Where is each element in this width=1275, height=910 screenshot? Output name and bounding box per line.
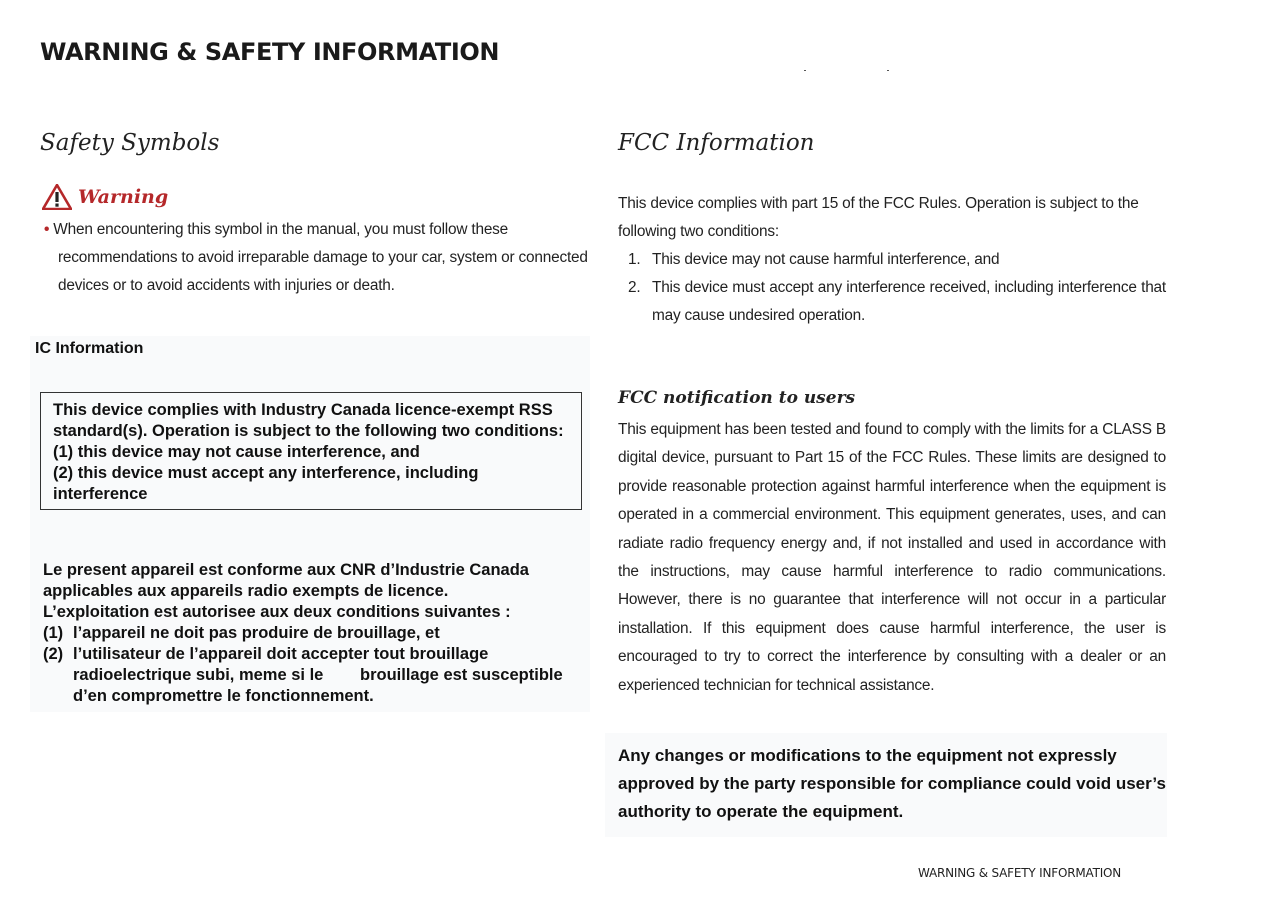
fcc-notification-body: This equipment has been tested and found to comply with the limits for a CLASS B digital device, pursuant to Part 15 of the FCC Rules. These limits are designed to provide reasonable protection against harmful interference when the equipment is operated in a commercial environment. This equipment generates, uses, and can radiate radio frequency energy and, if not installed and used in accordance with the instructions, may cause harmful interference to radio communications. However, there is no guarantee that interference will not occur in a particular installation. If this equipment does cause harmful interference, the user is encouraged to try to correct the interference by consulting with a dealer or an experienced technician for technical assistance. <box>618 421 1166 694</box>
stray-mark <box>804 70 806 71</box>
ic-box-intro: This device complies with Industry Canada licence-exempt RSS standard(s). Operation is subject to the following two conditions: <box>53 401 564 440</box>
ic-english-box <box>40 392 582 510</box>
page-footer: WARNING & SAFETY INFORMATION <box>918 866 1122 880</box>
fcc-information-body <box>618 190 1166 330</box>
warning-bullet <box>44 216 603 300</box>
warning-triangle-icon <box>42 184 72 210</box>
ic-box-item: (1) this device may not cause interference, and <box>53 443 420 461</box>
ic-box-item: (2) this device must accept any interference, including interference <box>53 464 479 503</box>
fcc-information-title: FCC Information <box>618 130 815 156</box>
ic-french-item: (2) l’utilisateur de l’appareil doit accepter tout brouillage radioelectrique subi, meme si le brouillage est susceptible d’en compromettre le fonctionnement. <box>43 645 568 705</box>
ic-french-intro: Le present appareil est conforme aux CNR d’Industrie Canada applicables aux appareils radio exempts de licence. <box>43 561 529 600</box>
list-item: 2. This device must accept any interference received, including interference that may cause undesired operation. <box>628 279 1166 324</box>
ic-french-conditions: L’exploitation est autorisee aux deux conditions suivantes : <box>43 603 511 621</box>
fcc-modification-notice: Any changes or modifications to the equipment not expressly approved by the party responsible for compliance could void user’s authority to operate the equipment. <box>618 746 1166 821</box>
safety-symbols-title: Safety Symbols <box>40 130 220 156</box>
stray-mark <box>887 70 889 71</box>
warning-label: Warning <box>78 186 169 208</box>
fcc-notification-title: FCC notification to users <box>618 388 856 408</box>
list-item: 1. This device may not cause harmful interference, and <box>628 251 1000 268</box>
ic-information-title: IC Information <box>35 340 144 357</box>
page-title: WARNING & SAFETY INFORMATION <box>40 38 500 66</box>
ic-french-block <box>43 560 588 707</box>
fcc-conditions-list <box>618 246 1166 330</box>
ic-french-item: (1) l’appareil ne doit pas produire de brouillage, et <box>43 624 440 642</box>
warning-bullet-text: When encountering this symbol in the manual, you must follow these recommendations to avoid irreparable damage to your car, system or connected devices or to avoid accidents with injuries or death. <box>53 221 588 294</box>
bullet-dot-icon: • <box>44 221 50 238</box>
warning-heading <box>42 184 168 210</box>
fcc-intro: This device complies with part 15 of the FCC Rules. Operation is subject to the following two conditions: <box>618 195 1139 240</box>
